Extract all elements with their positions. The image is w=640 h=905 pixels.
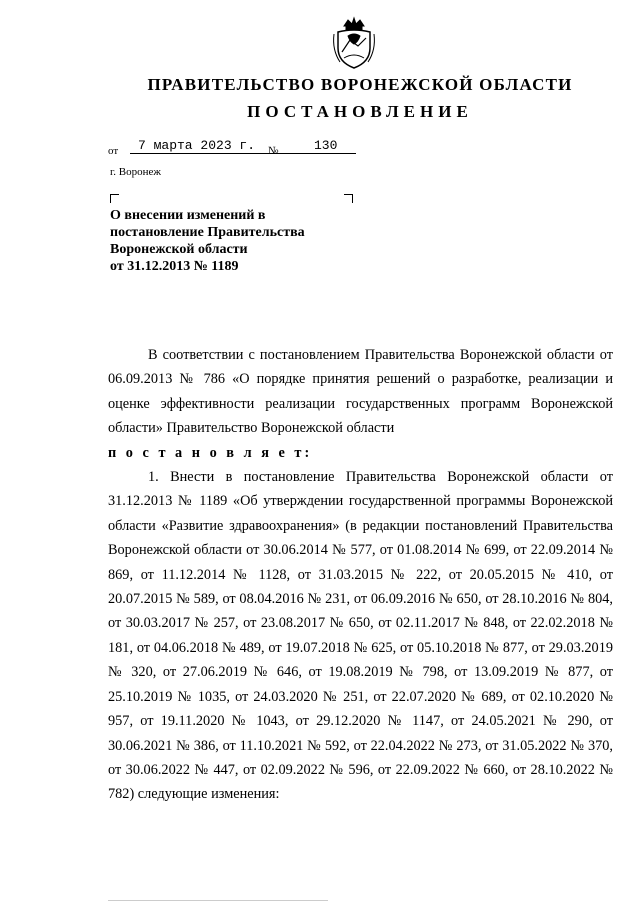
document-date: 7 марта 2023 г. <box>130 138 290 154</box>
document-type-title: ПОСТАНОВЛЕНИЕ <box>247 102 473 121</box>
coat-of-arms-emblem <box>330 12 378 72</box>
document-number: 130 <box>286 138 356 154</box>
subject-line: от 31.12.2013 № 1189 <box>110 259 239 274</box>
city-label: г. Воронеж <box>110 166 161 178</box>
clause-1-paragraph: 1. Внести в постановление Правительства Воронежской области от 31.12.2013 № 1189 «Об утверждении государственной программы Воронежской области «Развитие здравоохранения» (в редакции постановлений Правительства Воронежской области от 30.06.2014 № 577, от 01.08.2014 № 699, от 22.09.2014 № 869, от 11.12.2014 № 1128, от 31.03.2015 № 222, от 20.05.2015 № 410, от 20.07.2015 № 589, от 08.04.2016 № 231, от 06.09.2016 № 650, от 28.10.2016 № 804, от 30.03.2017 № 257, от 23.08.2017 № 650, от 02.11.2017 № 848, от 22.02.2018 № 181, от 04.06.2018 № 489, от 19.07.2018 № 625, от 05.10.2018 № 877, от 29.03.2019 № 320, от 27.06.2019 № 646, от 19.08.2019 № 798, от 13.09.2019 № 877, от 25.10.2019 № 1035, от 24.03.2020 № 251, от 22.07.2020 № 689, от 02.10.2020 № 957, от 19.11.2020 № 1043, от 29.12.2020 № 1147, от 24.05.2021 № 290, от 30.06.2021 № 386, от 11.10.2021 № 592, от 22.04.2022 № 273, от 31.05.2022 № 370, от 30.06.2022 № 447, от 02.09.2022 № 596, от 22.09.2022 № 660, от 28.10.2022 № 782) следующие изменения: <box>108 469 613 803</box>
subject-bracket-right <box>344 194 353 203</box>
document-body <box>108 343 613 807</box>
preamble-paragraph: В соответствии с постановлением Правительства Воронежской области от 06.09.2013 № 786 «О порядке принятия решений о разработке, реализации и оценке эффективности реализации государственных программ Воронежской области» Правительство Воронежской области <box>108 347 613 437</box>
document-subject <box>110 207 350 275</box>
date-number-line <box>108 138 368 158</box>
subject-line: Воронежской области <box>110 242 248 257</box>
footer-divider <box>108 900 328 901</box>
subject-line: О внесении изменений в <box>110 208 266 223</box>
government-title: ПРАВИТЕЛЬСТВО ВОРОНЕЖСКОЙ ОБЛАСТИ <box>147 75 573 94</box>
date-prefix: от <box>108 145 119 157</box>
subject-line: постановление Правительства <box>110 225 305 240</box>
resolves-word: п о с т а н о в л я е т: <box>108 444 313 461</box>
number-sign: № <box>268 145 279 157</box>
subject-bracket-left <box>110 194 119 203</box>
